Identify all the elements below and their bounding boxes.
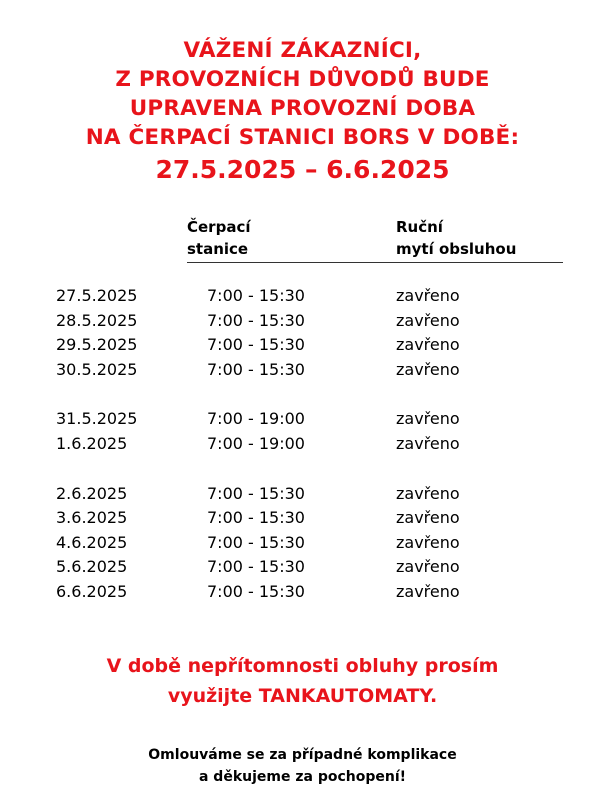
- row-date: 1.6.2025: [56, 433, 128, 453]
- row-pump-hours: 7:00 - 15:30: [207, 286, 305, 305]
- row-wash-status: zavřeno: [396, 557, 460, 577]
- table-row: [0, 333, 605, 358]
- schedule-table: [0, 284, 605, 605]
- table-row: [0, 580, 605, 605]
- row-date: 3.6.2025: [56, 508, 128, 528]
- headline-line: Z PROVOZNÍCH DŮVODŮ BUDE: [115, 67, 490, 92]
- table-row: [0, 358, 605, 383]
- column-header-pump-station: [187, 216, 250, 260]
- notice-line: V době nepřítomnosti obluhy prosím: [106, 655, 499, 677]
- column-header-hand-wash: [396, 216, 516, 260]
- row-wash-status: zavřeno: [396, 581, 460, 601]
- table-row: [0, 531, 605, 556]
- column-header-line: Ruční: [396, 218, 443, 236]
- row-pump-hours: 7:00 - 15:30: [207, 508, 305, 528]
- row-wash-status: zavřeno: [396, 335, 460, 355]
- row-date: 30.5.2025: [56, 359, 138, 379]
- row-wash-status: zavřeno: [396, 508, 460, 528]
- notice: [0, 651, 605, 711]
- row-date: 31.5.2025: [56, 409, 138, 429]
- row-wash-status: zavřeno: [396, 359, 460, 379]
- schedule-group: [0, 284, 605, 382]
- row-date: 2.6.2025: [56, 483, 128, 503]
- row-pump-hours: 7:00 - 15:30: [207, 483, 305, 503]
- column-header-line: Čerpací: [187, 218, 251, 236]
- row-date: 4.6.2025: [56, 532, 128, 552]
- table-row: [0, 407, 605, 432]
- column-header-line: mytí obsluhou: [396, 240, 517, 258]
- table-row: [0, 482, 605, 507]
- row-wash-status: zavřeno: [396, 483, 460, 503]
- headline-line: NA ČERPACÍ STANICI BORS V DOBĚ:: [85, 125, 520, 150]
- table-row: [0, 284, 605, 309]
- row-date: 27.5.2025: [56, 286, 138, 305]
- row-date: 5.6.2025: [56, 557, 128, 577]
- apology: [0, 744, 605, 788]
- date-range: 27.5.2025 – 6.6.2025: [155, 155, 450, 184]
- row-date: 6.6.2025: [56, 581, 128, 601]
- apology-line: Omlouváme se za případné komplikace: [148, 747, 457, 763]
- row-date: 28.5.2025: [56, 310, 138, 330]
- row-wash-status: zavřeno: [396, 310, 460, 330]
- row-pump-hours: 7:00 - 19:00: [207, 409, 305, 429]
- table-row: [0, 555, 605, 580]
- row-pump-hours: 7:00 - 15:30: [207, 557, 305, 577]
- row-wash-status: zavřeno: [396, 409, 460, 429]
- schedule-group: [0, 407, 605, 456]
- row-pump-hours: 7:00 - 19:00: [207, 433, 305, 453]
- headline-line: VÁŽENÍ ZÁKAZNÍCI,: [183, 38, 422, 63]
- column-header-line: stanice: [187, 240, 249, 258]
- notice-line: využijte TANKAUTOMATY.: [167, 685, 438, 707]
- row-pump-hours: 7:00 - 15:30: [207, 310, 305, 330]
- headline-line: UPRAVENA PROVOZNÍ DOBA: [129, 96, 476, 121]
- schedule-group: [0, 482, 605, 605]
- row-wash-status: zavřeno: [396, 433, 460, 453]
- table-row: [0, 506, 605, 531]
- row-pump-hours: 7:00 - 15:30: [207, 359, 305, 379]
- header-divider: [187, 262, 563, 263]
- row-pump-hours: 7:00 - 15:30: [207, 335, 305, 355]
- table-row: [0, 432, 605, 457]
- row-wash-status: zavřeno: [396, 286, 460, 305]
- row-pump-hours: 7:00 - 15:30: [207, 532, 305, 552]
- table-row: [0, 309, 605, 334]
- row-pump-hours: 7:00 - 15:30: [207, 581, 305, 601]
- row-wash-status: zavřeno: [396, 532, 460, 552]
- row-date: 29.5.2025: [56, 335, 138, 355]
- apology-line: a děkujeme za pochopení!: [198, 769, 407, 785]
- headline: [0, 36, 605, 185]
